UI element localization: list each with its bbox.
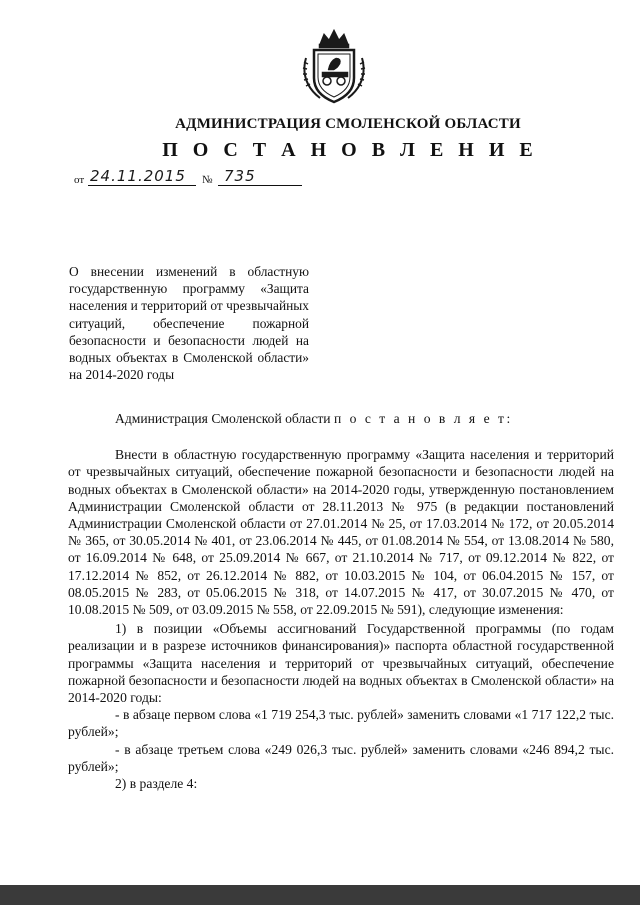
date-number-line (74, 166, 314, 188)
coat-of-arms-emblem (300, 28, 368, 106)
paragraph-main: Внести в областную государственную программу «Защита населения и территорий от чрезвычайных ситуаций, обеспечение пожарной безопасности и безопасности людей на водных объектах в Смоленской области» на 2014-2020 годы, утвержденную постановлением Администрации Смоленской области от 28.11.2013 № 975 (в редакции постановлений Администрации Смоленской области от 27.01.2014 № 25, от 17.03.2014 № 172, от 20.05.2014 № 365, от 30.05.2014 № 401, от 23.06.2014 № 445, от 01.08.2014 № 554, от 13.08.2014 № 580, от 16.09.2014 № 648, от 25.09.2014 № 667, от 21.10.2014 № 717, от 09.12.2014 № 822, от 17.12.2014 № 852, от 26.12.2014 № 882, от 10.03.2015 № 104, от 06.04.2015 № 157, от 08.05.2015 № 283, от 05.06.2015 № 318, от 14.07.2015 № 417, от 30.07.2015 № 470, от 10.08.2015 № 509, от 03.09.2015 № 558, от 22.09.2015 № 591), следующие изменения: (68, 447, 614, 618)
organization-heading: АДМИНИСТРАЦИЯ СМОЛЕНСКОЙ ОБЛАСТИ (175, 116, 521, 132)
document-type-heading: П О С Т А Н О В Л Е Н И Е (162, 139, 538, 161)
number-underline (218, 185, 302, 186)
paragraph-item-1-third: - в абзаце третьем слова «249 026,3 тыс. рублей» заменить словами «246 894,2 тыс. рублей»; (68, 741, 614, 774)
number-label: № (202, 174, 213, 186)
handwritten-date: 24.11.2015 (90, 167, 186, 185)
paragraph-item-1-first: - в абзаце первом слова «1 719 254,3 тыс. рублей» заменить словами «1 717 122,2 тыс. рублей»; (68, 707, 614, 740)
handwritten-number: 735 (224, 167, 256, 185)
date-underline (88, 185, 196, 186)
preamble-text: Администрация Смоленской области (115, 411, 331, 426)
date-from-label: от (74, 174, 85, 186)
document-subject: О внесении изменений в областную государственную программу «Защита населения и территорий от чрезвычайных ситуаций, обеспечение пожарной безопасности и безопасности людей на водных объектах в Смоленской области» на 2014-2020 годы (69, 264, 309, 383)
scan-bottom-edge (0, 885, 640, 905)
paragraph-item-1: 1) в позиции «Объемы ассигнований Государственной программы (по годам реализации и в разрезе источников финансирования)» паспорта областной государственной программы «Защита населения и территорий от чрезвычайных ситуаций, обеспечение пожарной безопасности и безопасности людей на водных объектах в Смоленской области» на 2014-2020 годы: (68, 621, 614, 706)
preamble-verb: п о с т а н о в л я е т: (333, 411, 513, 426)
document-body (68, 410, 614, 792)
paragraph-item-2: 2) в разделе 4: (115, 776, 198, 792)
preamble (68, 410, 614, 427)
